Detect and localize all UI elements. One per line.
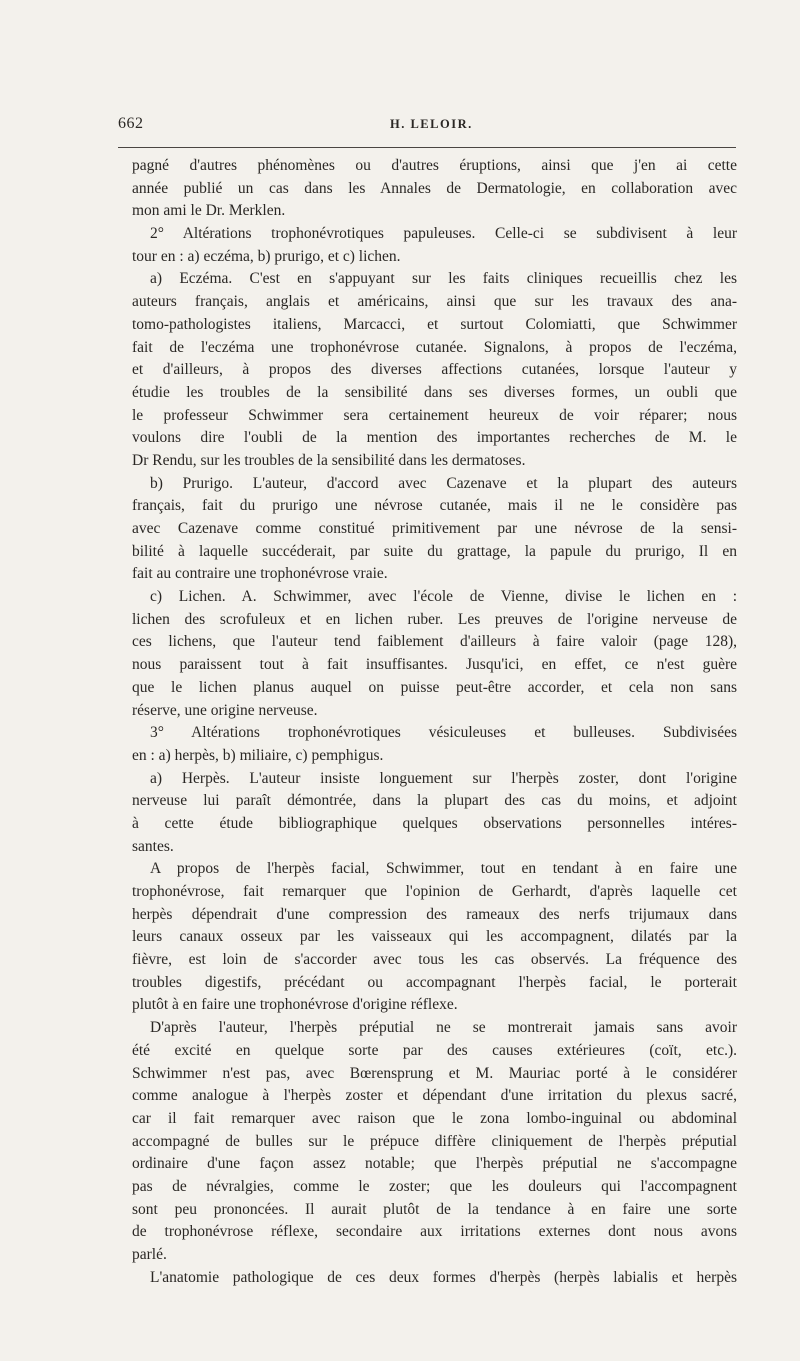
text-line: lichen des scrofuleux et en lichen ruber. Les preuves de l'origine nerveuse de	[132, 610, 737, 628]
text-line: de trophonévrose réflexe, secondaire aux irritations externes dont nous avons	[132, 1223, 737, 1241]
text-line: étudie les troubles de la sensibilité dans ses diverses formes, un oubli que	[132, 383, 737, 401]
header-rule	[118, 147, 736, 148]
text-line: leurs canaux osseux par les vaisseaux qui les accompagnent, dilatés par la	[132, 928, 737, 946]
text-line: L'anatomie pathologique de ces deux formes d'herpès (herpès labialis et herpès	[150, 1268, 737, 1286]
text-line: b) Prurigo. L'auteur, d'accord avec Cazenave et la plupart des auteurs	[150, 474, 737, 492]
body-text	[132, 155, 737, 1289]
text-line: nerveuse lui paraît démontrée, dans la plupart des cas du moins, et adjoint	[132, 792, 737, 810]
text-line: ces lichens, que l'auteur tend faiblement d'ailleurs à faire valoir (page 128),	[132, 633, 737, 651]
text-line: pas de névralgies, comme le zoster; que les douleurs qui l'accompagnent	[132, 1177, 737, 1195]
text-line: A propos de l'herpès facial, Schwimmer, tout en tendant à en faire une	[150, 860, 737, 878]
text-line: tour en : a) eczéma, b) prurigo, et c) lichen.	[132, 247, 401, 265]
text-line: nous paraissent tout à fait insuffisantes. Jusqu'ici, en effet, ce n'est guère	[132, 656, 737, 674]
text-line: auteurs français, anglais et américains, ainsi que sur les travaux des ana-	[132, 293, 737, 311]
text-line: réserve, une origine nerveuse.	[132, 701, 318, 719]
text-line: troubles digestifs, précédant ou accompagnant l'herpès facial, le porterait	[132, 973, 737, 991]
text-line: fait au contraire une trophonévrose vraie.	[132, 565, 388, 583]
text-line: bilité à laquelle succéderait, par suite du grattage, la papule du prurigo, Il en	[132, 542, 737, 560]
text-line: tomo-pathologistes italiens, Marcacci, et surtout Colomiatti, que Schwimmer	[132, 315, 737, 333]
text-line: français, fait du prurigo une névrose cutanée, mais il ne le considère pas	[132, 497, 737, 515]
text-line: Dr Rendu, sur les troubles de la sensibilité dans les dermatoses.	[132, 451, 526, 469]
text-line: a) Herpès. L'auteur insiste longuement sur l'herpès zoster, dont l'origine	[150, 769, 737, 787]
running-head: H. LELOIR.	[390, 117, 473, 131]
text-line: en : a) herpès, b) miliaire, c) pemphigus.	[132, 746, 384, 764]
text-line: 2° Altérations trophonévrotiques papuleuses. Celle-ci se subdivisent à leur	[150, 225, 737, 243]
text-line: plutôt à en faire une trophonévrose d'origine réflexe.	[132, 996, 458, 1014]
text-line: santes.	[132, 837, 174, 855]
text-line: mon ami le Dr. Merklen.	[132, 202, 286, 220]
text-line: fièvre, est loin de s'accorder avec tous les cas observés. La fréquence des	[132, 951, 737, 969]
text-line: sont peu prononcées. Il aurait plutôt de la tendance à en faire une sorte	[132, 1200, 737, 1218]
text-line: parlé.	[132, 1246, 167, 1263]
text-line: avec Cazenave comme constitué primitivement par une névrose de la sensi-	[132, 520, 737, 537]
text-line: à cette étude bibliographique quelques observations personnelles intéres-	[132, 814, 737, 832]
page-number: 662	[118, 115, 144, 132]
text-line: que le lichen planus auquel on puisse peut-être accorder, et cela non sans	[132, 678, 737, 696]
page-header	[118, 112, 738, 136]
text-line: herpès dépendrait d'une compression des rameaux des nerfs trijumaux dans	[132, 905, 737, 923]
text-line: été excité en quelque sorte par des causes extérieures (coït, etc.).	[132, 1041, 737, 1059]
text-line: D'après l'auteur, l'herpès préputial ne se montrerait jamais sans avoir	[150, 1019, 737, 1037]
text-line: ordinaire d'une façon assez notable; que l'herpès préputial ne s'accompagne	[132, 1155, 737, 1173]
text-line: voulons dire l'oubli de la mention des importantes recherches de M. le	[132, 429, 737, 447]
text-line: et d'ailleurs, à propos des diverses affections cutanées, lorsque l'auteur y	[132, 361, 737, 379]
text-line: le professeur Schwimmer sera certainement heureux de voir réparer; nous	[132, 406, 737, 424]
text-line: a) Eczéma. C'est en s'appuyant sur les faits cliniques recueillis chez les	[150, 270, 737, 288]
text-line: accompagné de bulles sur le prépuce diffère cliniquement de l'herpès préputial	[132, 1132, 737, 1150]
text-line: trophonévrose, fait remarquer que l'opinion de Gerhardt, d'après laquelle cet	[132, 883, 737, 900]
text-line: comme analogue à l'herpès zoster et dépendant d'une irritation du plexus sacré,	[132, 1087, 737, 1105]
text-line: Schwimmer n'est pas, avec Bœrensprung et M. Mauriac porté à le considérer	[132, 1064, 737, 1082]
text-line: c) Lichen. A. Schwimmer, avec l'école de Vienne, divise le lichen en :	[150, 588, 737, 606]
text-line: 3° Altérations trophonévrotiques vésiculeuses et bulleuses. Subdivisées	[150, 724, 737, 742]
text-line: pagné d'autres phénomènes ou d'autres éruptions, ainsi que j'en ai cette	[132, 157, 737, 174]
text-line: fait de l'eczéma une trophonévrose cutanée. Signalons, à propos de l'eczéma,	[132, 338, 737, 356]
text-line: car il fait remarquer avec raison que le zona lombo-inguinal ou abdominal	[132, 1109, 737, 1127]
text-line: année publié un cas dans les Annales de Dermatologie, en collaboration avec	[132, 179, 737, 197]
